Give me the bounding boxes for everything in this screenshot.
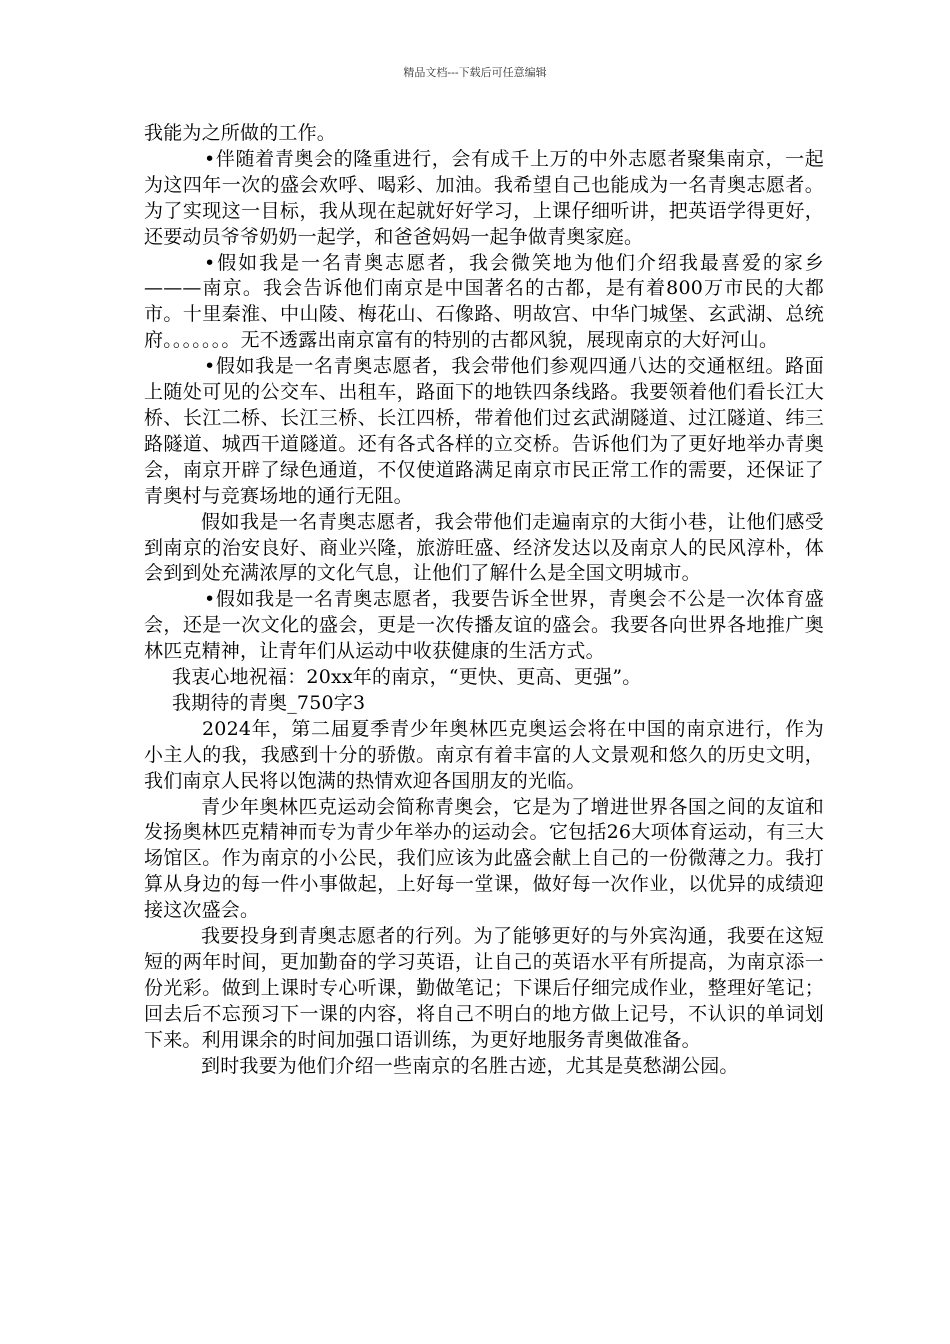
- paragraph: •伴随着青奥会的隆重进行，会有成千上万的中外志愿者聚集南京，一起为这四年一次的盛会欢呼、喝彩、加油。我希望自己也能成为一名青奥志愿者。为了实现这一目标，我从现在起就好好学习，上课仔细听讲，把英语学得更好，还要动员爷爷奶奶一起学，和爸爸妈妈一起争做青奥家庭。: [144, 147, 824, 248]
- paragraph: 我要投身到青奥志愿者的行列。为了能够更好的与外宾沟通，我要在这短短的两年时间，更加勤奋的学习英语，让自己的英语水平有所提高，为南京添一份光彩。做到上课时专心听课，勤做笔记；下课后仔细完成作业，整理好笔记；回去后不忘预习下一课的内容，将自己不明白的地方做上记号，不认识的单词划下来。利用课余的时间加强口语训练，为更好地服务青奥做准备。: [144, 925, 824, 1051]
- paragraph: 青少年奥林匹克运动会简称青奥会，它是为了增进世界各国之间的友谊和发扬奥林匹克精神而专为青少年举办的运动会。它包括26大项体育运动，有三大场馆区。作为南京的小公民，我们应该为此盛会献上自己的一份微薄之力。我打算从身边的每一件小事做起，上好每一堂课，做好每一次作业，以优异的成绩迎接这次盛会。: [144, 795, 824, 922]
- paragraph: 假如我是一名青奥志愿者，我会带他们走遍南京的大街小巷，让他们感受到南京的治安良好、商业兴隆，旅游旺盛、经济发达以及南京人的民风淳朴，体会到到处充满浓厚的文化气息，让他们了解什么是全国文明城市。: [144, 510, 824, 585]
- paragraph: 到时我要为他们介绍一些南京的名胜古迹，尤其是莫愁湖公园。: [201, 1054, 739, 1077]
- paragraph: 我能为之所做的工作。: [144, 122, 337, 144]
- section-title: 我期待的青奥_750字3: [172, 691, 366, 714]
- paragraph: 2024年，第二届夏季青少年奥林匹克奥运会将在中国的南京进行，作为小主人的我，我感到十分的骄傲。南京有着丰富的人文景观和悠久的历史文明，我们南京人民将以饱满的热情欢迎各国朋友的光临。: [144, 717, 824, 792]
- paragraph: •假如我是一名青奥志愿者，我会带他们参观四通八达的交通枢纽。路面上随处可见的公交车、出租车，路面下的地铁四条线路。我要领着他们看长江大桥、长江二桥、长江三桥、长江四桥，带着他们过玄武湖隧道、过江隧道、纬三路隧道、城西干道隧道。还有各式各样的立交桥。告诉他们为了更好地举办青奥会，南京开辟了绿色通道，不仅使道路满足南京市民正常工作的需要，还保证了青奥村与竞赛场地的通行无阻。: [144, 355, 824, 507]
- paragraph: 我衷心地祝福：20xx年的南京，“更快、更高、更强”。: [172, 666, 642, 689]
- paragraph: •假如我是一名青奥志愿者，我要告诉全世界，青奥会不公是一次体育盛会，还是一次文化的盛会，更是一次传播友谊的盛会。我要各向世界各地推广奥林匹克精神，让青年们从运动中收获健康的生活方式。: [144, 588, 824, 663]
- document-body: [144, 121, 824, 1080]
- paragraph: •假如我是一名青奥志愿者，我会微笑地为他们介绍我最喜爱的家乡———南京。我会告诉他们南京是中国著名的古都，是有着800万市民的大都市。十里秦淮、中山陵、梅花山、石像路、明故宫、中华门城堡、玄武湖、总统府。。。。。。。无不透露出南京富有的特别的古都风貌，展现南京的大好河山。: [144, 251, 824, 352]
- page-header: 精品文档---下载后可任意编辑: [403, 66, 547, 79]
